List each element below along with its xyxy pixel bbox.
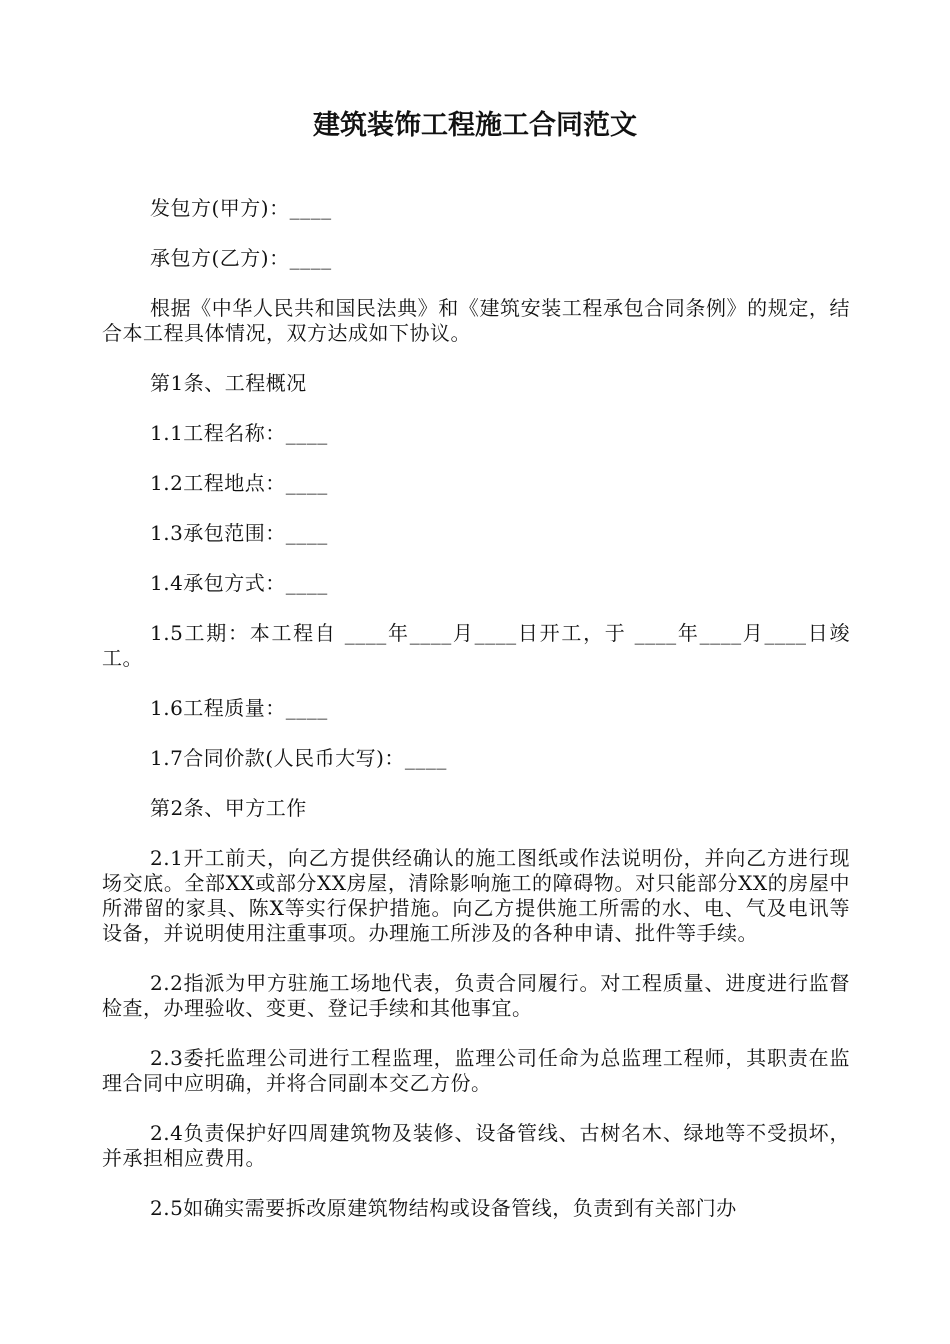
clause-1-2: 1.2工程地点：____: [150, 471, 328, 495]
clause-1-3: 1.3承包范围：____: [150, 521, 328, 545]
clause-1-7: 1.7合同价款(人民币大写)：____: [150, 746, 447, 770]
clause-2-4: 2.4负责保护好四周建筑物及装修、设备管线、古树名木、绿地等不受损坏，并承担相应费用。: [102, 1121, 850, 1170]
party-a-line: 发包方(甲方)：____: [150, 196, 332, 220]
document-body: [102, 196, 850, 1246]
clause-2-5: 2.5如确实需要拆改原建筑物结构或设备管线，负责到有关部门办: [150, 1196, 737, 1220]
clause-1-1: 1.1工程名称：____: [150, 421, 328, 445]
preamble-paragraph: 根据《中华人民共和国民法典》和《建筑安装工程承包合同条例》的规定，结合本工程具体情况，双方达成如下协议。: [102, 296, 850, 345]
article-2-heading: 第2条、甲方工作: [150, 796, 307, 820]
clause-1-6: 1.6工程质量：____: [150, 696, 328, 720]
clause-2-3: 2.3委托监理公司进行工程监理，监理公司任命为总监理工程师，其职责在监理合同中应明确，并将合同副本交乙方份。: [102, 1046, 850, 1095]
document-title: 建筑装饰工程施工合同范文: [313, 110, 637, 141]
party-b-line: 承包方(乙方)：____: [150, 246, 332, 270]
clause-2-1: 2.1开工前天，向乙方提供经确认的施工图纸或作法说明份，并向乙方进行现场交底。全部XX或部分XX房屋，清除影响施工的障碍物。对只能部分XX的房屋中所滞留的家具、陈X等实行保护措施。向乙方提供施工所需的水、电、气及电讯等设备，并说明使用注重事项。办理施工所涉及的各种申请、批件等手续。: [102, 846, 850, 945]
clause-2-2: 2.2指派为甲方驻施工场地代表，负责合同履行。对工程质量、进度进行监督检查，办理验收、变更、登记手续和其他事宜。: [102, 971, 850, 1020]
clause-1-4: 1.4承包方式：____: [150, 571, 328, 595]
clause-1-5: 1.5工期：本工程自 ____年____月____日开工，于 ____年____月____日竣工。: [102, 621, 850, 670]
article-1-heading: 第1条、工程概况: [150, 371, 307, 395]
